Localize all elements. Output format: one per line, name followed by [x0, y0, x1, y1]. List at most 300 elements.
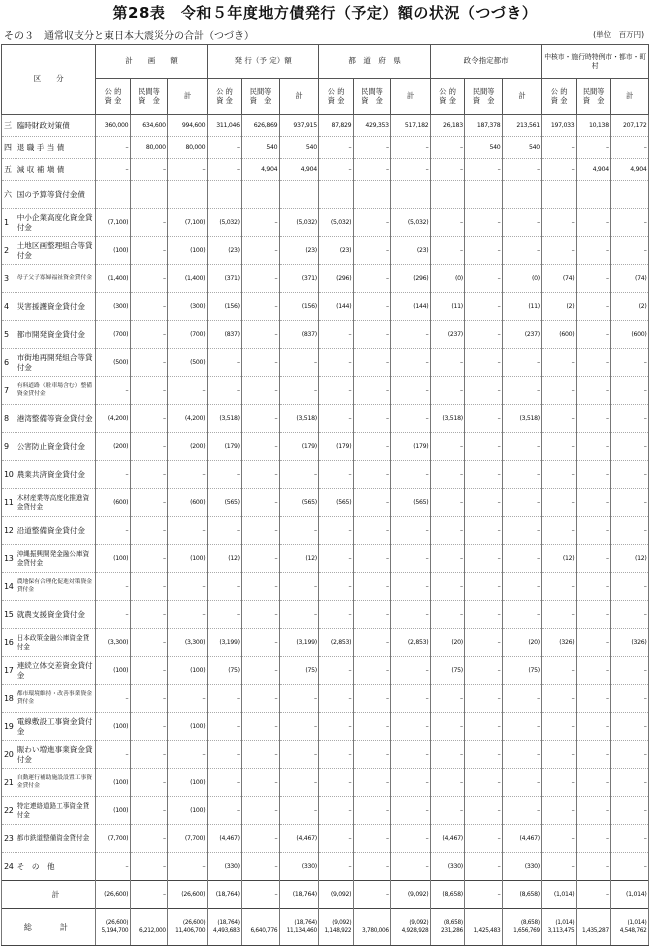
table-cell: – [242, 265, 280, 293]
table-cell: – [319, 137, 353, 159]
table-cell: – [576, 321, 610, 349]
row-number: 24 [2, 853, 16, 881]
row-label: 都市環境維持・改善事業資金貸付金 [16, 685, 96, 713]
table-cell: (565) [207, 489, 241, 517]
grand-total-value: 6,212,000 [138, 928, 166, 934]
table-cell: – [542, 517, 576, 545]
subcolumn-header: 計 [502, 79, 542, 115]
table-cell: – [207, 769, 241, 797]
table-cell: – [391, 461, 431, 489]
subcolumn-header: 民間等 資 金 [242, 79, 280, 115]
table-cell: – [502, 741, 542, 769]
table-cell: – [391, 321, 431, 349]
table-row [2, 209, 649, 237]
row-number: 三 [2, 115, 16, 137]
row-number: 19 [2, 713, 16, 741]
table-cell: – [319, 797, 353, 825]
row-number: 6 [2, 349, 16, 377]
table-cell: – [319, 853, 353, 881]
table-cell: – [465, 573, 503, 601]
table-cell: – [576, 265, 610, 293]
grand-total-cell [465, 909, 503, 946]
table-cell: (3,300) [168, 629, 208, 657]
table-cell: – [502, 517, 542, 545]
table-cell: (156) [207, 293, 241, 321]
table-cell: (74) [611, 265, 649, 293]
table-cell: – [353, 137, 391, 159]
table-cell: – [465, 349, 503, 377]
table-cell: – [430, 209, 464, 237]
table-cell: – [242, 209, 280, 237]
table-cell: – [130, 209, 168, 237]
table-cell: (837) [279, 321, 319, 349]
table-cell: – [242, 489, 280, 517]
table-cell: – [168, 377, 208, 405]
table-cell: – [576, 713, 610, 741]
column-group-header: 発 行（予 定）額 [207, 45, 319, 79]
table-cell [502, 181, 542, 209]
table-cell: – [130, 601, 168, 629]
table-cell: 4,904 [279, 159, 319, 181]
table-cell: (23) [207, 237, 241, 265]
table-row [2, 545, 649, 573]
table-cell: – [542, 769, 576, 797]
table-cell: – [391, 573, 431, 601]
table-cell: – [207, 137, 241, 159]
table-cell: (100) [168, 657, 208, 685]
table-cell: – [430, 573, 464, 601]
table-cell: (300) [168, 293, 208, 321]
table-cell: (3,518) [207, 405, 241, 433]
row-label: 連続立体交差資金貸付金 [16, 657, 96, 685]
row-label: 計 [16, 881, 96, 909]
table-cell: 540 [279, 137, 319, 159]
table-cell: – [242, 573, 280, 601]
table-cell: – [542, 741, 576, 769]
row-label: 沿道整備資金貸付金 [16, 517, 96, 545]
table-cell: – [96, 601, 130, 629]
row-number: 5 [2, 321, 16, 349]
table-cell: 4,904 [576, 159, 610, 181]
grand-total-value: 4,548,762 [619, 928, 647, 934]
table-cell: – [576, 377, 610, 405]
row-label: 港湾整備等資金貸付金 [16, 405, 96, 433]
table-row [2, 489, 649, 517]
table-cell: (371) [279, 265, 319, 293]
table-cell: – [430, 377, 464, 405]
grand-total-local-value: (18,764) [217, 919, 240, 926]
table-cell: – [168, 685, 208, 713]
table-cell: (75) [279, 657, 319, 685]
table-cell: – [353, 433, 391, 461]
table-cell: (11) [430, 293, 464, 321]
table-cell: (600) [96, 489, 130, 517]
table-cell: – [611, 657, 649, 685]
table-cell: – [207, 685, 241, 713]
table-cell: – [130, 853, 168, 881]
table-cell: – [542, 377, 576, 405]
table-cell: – [465, 853, 503, 881]
table-cell: 207,172 [611, 115, 649, 137]
table-cell: – [465, 685, 503, 713]
table-cell: – [542, 159, 576, 181]
table-cell: – [353, 209, 391, 237]
table-cell: (18,764) [207, 881, 241, 909]
grand-total-value: 1,435,287 [582, 928, 609, 934]
row-label: 臨時財政対策債 [16, 115, 96, 137]
table-cell: – [430, 601, 464, 629]
table-cell: – [576, 137, 610, 159]
table-row [2, 713, 649, 741]
table-cell: – [242, 685, 280, 713]
table-row [2, 159, 649, 181]
row-label: 農地保有合理化促進対策資金貸付金 [16, 573, 96, 601]
table-cell: – [242, 853, 280, 881]
table-cell: (700) [96, 321, 130, 349]
table-row [2, 181, 649, 209]
row-number: 21 [2, 769, 16, 797]
row-label: 就農支援資金貸付金 [16, 601, 96, 629]
table-cell: – [130, 237, 168, 265]
grand-total-value: 11,134,460 [286, 928, 317, 934]
table-cell: – [207, 741, 241, 769]
table-cell: – [242, 349, 280, 377]
table-cell: – [542, 601, 576, 629]
table-cell: (3,300) [96, 629, 130, 657]
table-cell: (3,518) [502, 405, 542, 433]
table-cell: – [542, 573, 576, 601]
table-cell: – [611, 685, 649, 713]
table-cell: 26,183 [430, 115, 464, 137]
table-cell: – [242, 517, 280, 545]
table-cell: (837) [207, 321, 241, 349]
table-cell: (200) [168, 433, 208, 461]
table-cell: – [576, 573, 610, 601]
table-cell: – [430, 433, 464, 461]
table-cell: (296) [319, 265, 353, 293]
table-cell: – [130, 825, 168, 853]
table-cell: – [130, 405, 168, 433]
row-label: 母子父子寡婦福祉資金貸付金 [16, 265, 96, 293]
table-cell: (9,092) [319, 881, 353, 909]
table-cell: – [279, 461, 319, 489]
table-cell: (5,032) [207, 209, 241, 237]
table-cell: 197,033 [542, 115, 576, 137]
table-cell: – [207, 517, 241, 545]
table-subtitle: その３ 通常収支分と東日本大震災分の合計（つづき） [4, 31, 254, 42]
table-cell: 540 [502, 137, 542, 159]
table-row [2, 573, 649, 601]
table-cell: – [319, 377, 353, 405]
table-cell: – [353, 489, 391, 517]
table-cell: – [353, 545, 391, 573]
table-cell: (18,764) [279, 881, 319, 909]
table-cell: (330) [207, 853, 241, 881]
row-number: 四 [2, 137, 16, 159]
table-cell: 937,915 [279, 115, 319, 137]
table-cell: (0) [430, 265, 464, 293]
table-cell: (8,658) [502, 881, 542, 909]
table-cell: – [130, 573, 168, 601]
table-cell: – [611, 769, 649, 797]
table-cell: – [502, 601, 542, 629]
table-cell: – [611, 601, 649, 629]
table-cell: – [207, 797, 241, 825]
table-cell: – [353, 377, 391, 405]
table-cell: – [542, 685, 576, 713]
table-cell: – [576, 405, 610, 433]
table-cell: (326) [611, 629, 649, 657]
grand-total-value: 3,113,475 [547, 928, 575, 934]
table-cell: (100) [168, 713, 208, 741]
table-cell: – [207, 573, 241, 601]
table-cell: (600) [168, 489, 208, 517]
grand-total-cell [168, 909, 208, 946]
grand-total-local-value: (9,092) [409, 919, 429, 926]
table-cell: – [611, 237, 649, 265]
subcolumn-header: 民間等 資 金 [130, 79, 168, 115]
table-row [2, 629, 649, 657]
table-cell: – [168, 517, 208, 545]
grand-total-row [2, 909, 649, 946]
table-cell: (565) [391, 489, 431, 517]
table-cell: – [391, 769, 431, 797]
table-cell: 213,561 [502, 115, 542, 137]
table-cell: 634,600 [130, 115, 168, 137]
table-cell: – [279, 713, 319, 741]
grand-total-cell [319, 909, 353, 946]
table-cell: – [465, 629, 503, 657]
table-cell: – [611, 137, 649, 159]
grand-total-value: 6,640,776 [250, 928, 278, 934]
table-cell: – [207, 461, 241, 489]
table-cell: – [465, 545, 503, 573]
table-cell: – [430, 137, 464, 159]
table-cell: – [465, 405, 503, 433]
table-cell [130, 181, 168, 209]
table-cell: – [96, 159, 130, 181]
table-cell: – [430, 517, 464, 545]
table-cell: – [279, 797, 319, 825]
row-label: 自動運行補助施設設置工事資金貸付金 [16, 769, 96, 797]
table-cell: – [242, 433, 280, 461]
table-cell: – [242, 629, 280, 657]
table-cell: – [319, 741, 353, 769]
table-cell: – [576, 517, 610, 545]
table-cell: – [130, 461, 168, 489]
grand-total-local-value: (26,600) [105, 919, 129, 926]
table-row [2, 769, 649, 797]
table-cell: – [430, 769, 464, 797]
table-cell: (5,032) [319, 209, 353, 237]
table-cell: – [611, 433, 649, 461]
table-cell: – [391, 657, 431, 685]
table-row [2, 405, 649, 433]
table-cell: – [542, 713, 576, 741]
table-cell: – [465, 797, 503, 825]
table-cell: – [465, 237, 503, 265]
table-cell: – [319, 461, 353, 489]
table-cell: – [391, 825, 431, 853]
table-cell: – [96, 741, 130, 769]
table-cell [542, 181, 576, 209]
table-cell: – [391, 685, 431, 713]
row-number: 18 [2, 685, 16, 713]
table-cell: (600) [542, 321, 576, 349]
table-cell: – [96, 685, 130, 713]
table-row [2, 349, 649, 377]
table-cell: – [353, 769, 391, 797]
table-cell: – [207, 377, 241, 405]
table-cell: (100) [96, 237, 130, 265]
table-cell: (23) [319, 237, 353, 265]
grand-total-cell [576, 909, 610, 946]
table-cell: (7,100) [96, 209, 130, 237]
table-cell: – [465, 881, 503, 909]
table-cell: – [465, 461, 503, 489]
subcolumn-header: 民間等 資 金 [353, 79, 391, 115]
table-cell: (100) [96, 657, 130, 685]
table-cell: – [391, 601, 431, 629]
grand-total-local-value: (8,658) [443, 919, 463, 926]
row-number: 15 [2, 601, 16, 629]
table-cell: – [96, 377, 130, 405]
row-label: 賑わい増進事業資金貸付金 [16, 741, 96, 769]
table-cell: (5,032) [279, 209, 319, 237]
grand-total-value: 5,194,700 [101, 928, 129, 934]
table-cell: – [207, 601, 241, 629]
subcolumn-header: 公 的 資 金 [207, 79, 241, 115]
row-number: 六 [2, 181, 16, 209]
table-cell: – [465, 265, 503, 293]
table-cell: (156) [279, 293, 319, 321]
table-cell: (296) [391, 265, 431, 293]
table-cell: 540 [465, 137, 503, 159]
table-cell: – [207, 349, 241, 377]
row-label: 中小企業高度化資金貸付金 [16, 209, 96, 237]
table-cell: (600) [611, 321, 649, 349]
grand-total-local-value: (18,764) [294, 919, 317, 926]
table-cell: – [502, 573, 542, 601]
grand-total-local-value: (9,092) [332, 919, 352, 926]
table-cell [465, 181, 503, 209]
table-cell: – [391, 349, 431, 377]
table-cell: 4,904 [611, 159, 649, 181]
table-cell: – [319, 573, 353, 601]
table-cell: (565) [279, 489, 319, 517]
table-cell: (26,600) [96, 881, 130, 909]
table-cell: – [319, 713, 353, 741]
subcolumn-header: 計 [168, 79, 208, 115]
table-cell: – [242, 237, 280, 265]
table-cell: (12) [611, 545, 649, 573]
table-cell: (179) [279, 433, 319, 461]
table-cell: (12) [542, 545, 576, 573]
column-group-header: 都 道 府 県 [319, 45, 431, 79]
table-cell: (7,700) [96, 825, 130, 853]
table-cell: – [611, 209, 649, 237]
table-cell: – [542, 433, 576, 461]
table-row [2, 825, 649, 853]
table-cell: – [279, 769, 319, 797]
table-cell: – [502, 349, 542, 377]
row-label: 沖縄振興開発金融公庫資金貸付金 [16, 545, 96, 573]
table-cell: – [391, 741, 431, 769]
table-cell: – [130, 713, 168, 741]
table-cell: – [542, 489, 576, 517]
table-row [2, 377, 649, 405]
table-cell: – [576, 237, 610, 265]
grand-total-cell [542, 909, 576, 946]
grand-total-cell [391, 909, 431, 946]
table-cell: – [319, 545, 353, 573]
table-cell: – [353, 517, 391, 545]
table-cell: – [576, 433, 610, 461]
table-cell: – [465, 657, 503, 685]
table-cell: – [130, 433, 168, 461]
table-cell: – [242, 769, 280, 797]
table-row [2, 115, 649, 137]
table-cell: – [391, 853, 431, 881]
table-cell: – [168, 741, 208, 769]
grand-total-local-value: (1,014) [627, 919, 647, 926]
table-cell: (4,200) [168, 405, 208, 433]
table-cell: (700) [168, 321, 208, 349]
table-cell: (7,700) [168, 825, 208, 853]
table-cell: – [430, 685, 464, 713]
table-cell [168, 181, 208, 209]
table-cell: (330) [430, 853, 464, 881]
table-row [2, 741, 649, 769]
table-cell: (237) [502, 321, 542, 349]
table-row [2, 601, 649, 629]
table-cell: – [242, 545, 280, 573]
table-cell: – [430, 741, 464, 769]
table-cell: – [279, 377, 319, 405]
table-cell: – [430, 797, 464, 825]
table-cell: – [430, 713, 464, 741]
table-cell: – [542, 825, 576, 853]
table-cell: – [279, 601, 319, 629]
table-cell: – [130, 657, 168, 685]
table-cell [279, 181, 319, 209]
table-cell: (3,199) [207, 629, 241, 657]
row-label: 農業共済資金貸付金 [16, 461, 96, 489]
table-cell: – [502, 159, 542, 181]
row-number: 10 [2, 461, 16, 489]
table-cell: – [353, 657, 391, 685]
row-label: 木材産業等高度化推進資金貸付金 [16, 489, 96, 517]
table-cell: – [391, 517, 431, 545]
grand-total-cell [611, 909, 649, 946]
row-number: 3 [2, 265, 16, 293]
table-cell: – [353, 237, 391, 265]
table-cell: – [576, 545, 610, 573]
row-label: 有料道路（駐車場含む）整備資金貸付金 [16, 377, 96, 405]
table-cell: – [96, 573, 130, 601]
table-cell: – [502, 209, 542, 237]
table-cell: (9,092) [391, 881, 431, 909]
table-cell: – [96, 517, 130, 545]
table-cell: 311,046 [207, 115, 241, 137]
table-cell: – [319, 657, 353, 685]
row-number: 16 [2, 629, 16, 657]
table-cell: 4,904 [242, 159, 280, 181]
table-cell: – [168, 601, 208, 629]
table-cell: 429,353 [353, 115, 391, 137]
row-number: 7 [2, 377, 16, 405]
grand-total-value: 231,286 [440, 928, 463, 934]
